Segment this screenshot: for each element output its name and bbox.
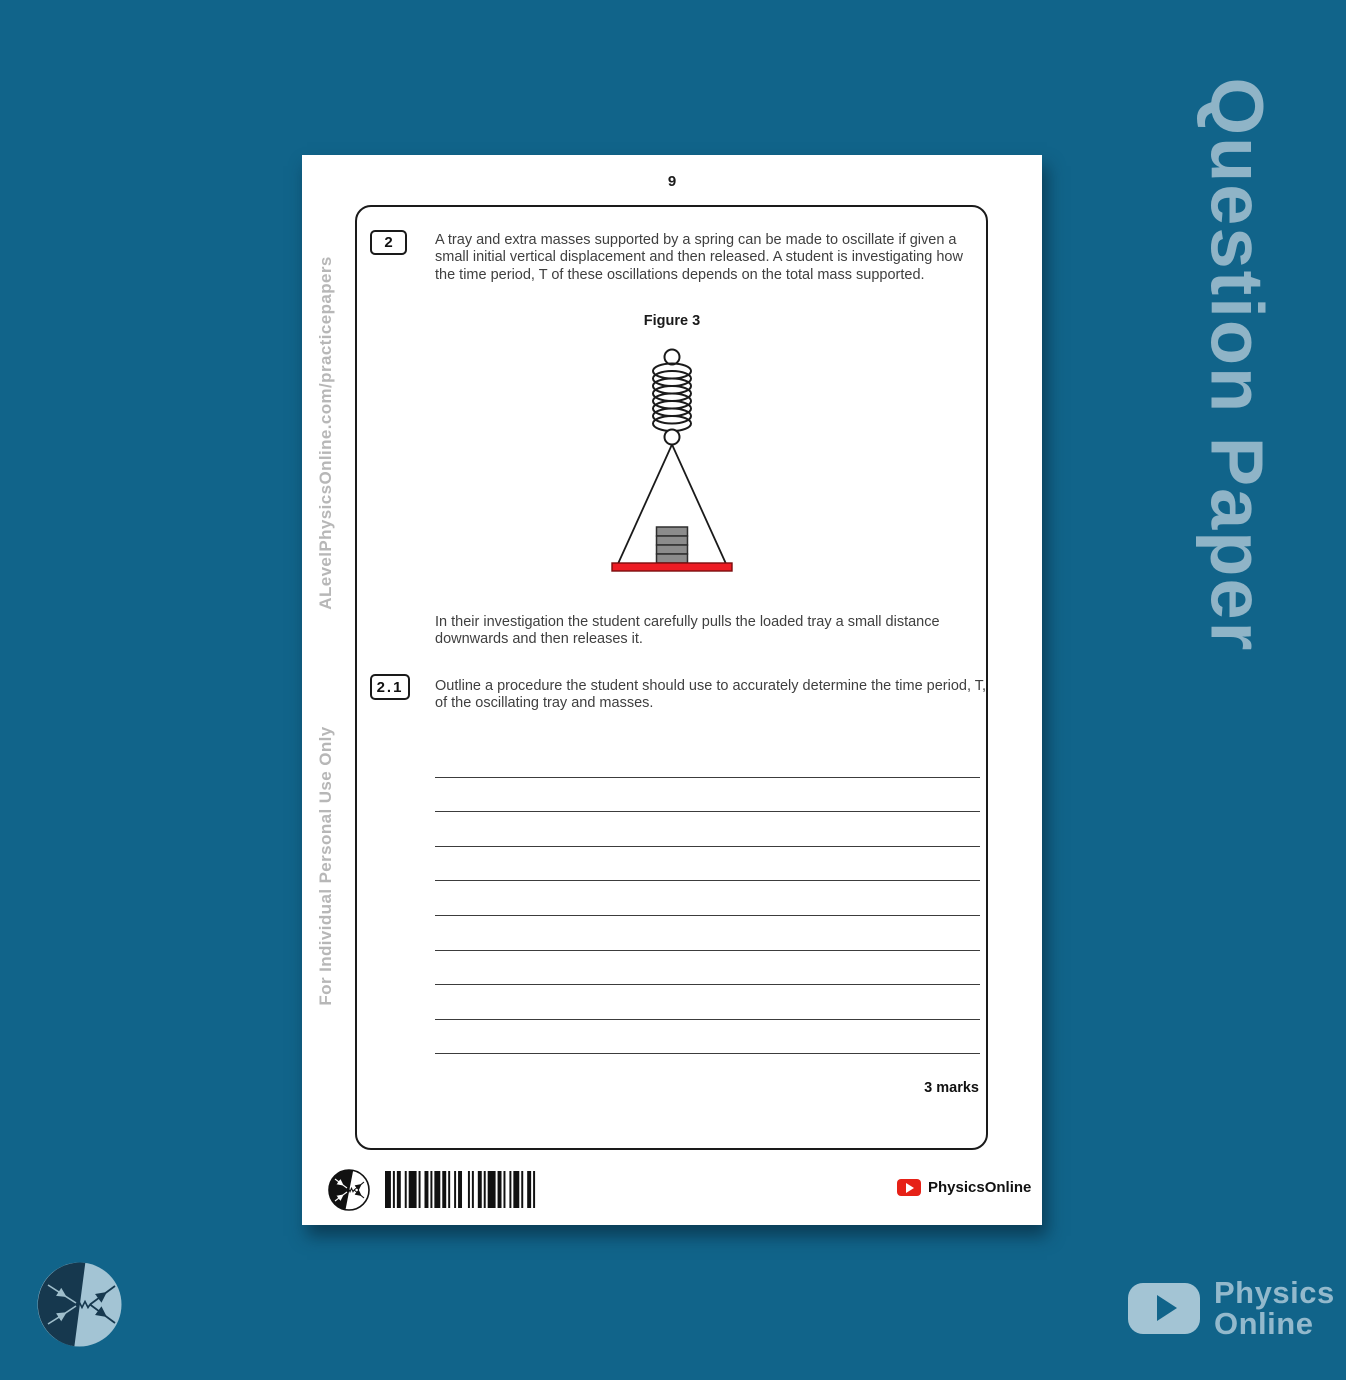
- answer-line: [435, 743, 980, 778]
- question-intro-text: A tray and extra masses supported by a spring can be made to oscillate if given a small initial vertical displacement and then released. A student is investigating how the time period, T of these oscillations depends on the total mass supported.: [435, 232, 963, 283]
- site-watermark: ALevelPhysicsOnline.com/practicepapers: [316, 256, 335, 610]
- play-icon: [1157, 1295, 1177, 1321]
- spring-top-hook: [665, 350, 680, 365]
- answer-line: [435, 847, 980, 882]
- answer-line: [435, 1020, 980, 1055]
- brand-line1: Physics: [1214, 1275, 1335, 1310]
- physicsonline-channel-badge: [897, 1179, 1031, 1196]
- answer-line: [435, 812, 980, 847]
- license-watermark: For Individual Personal Use Only: [316, 726, 335, 1006]
- barcode: [385, 1171, 541, 1208]
- question-paper-sheet: [302, 155, 1042, 1225]
- sub-question-text: Outline a procedure the student should use to accurately determine the time period, T, of the oscillating tray and masses.: [435, 678, 987, 712]
- play-icon: [906, 1183, 914, 1193]
- brand-line2: Online: [1214, 1306, 1314, 1341]
- answer-line: [435, 985, 980, 1020]
- spring-tray-figure: [590, 340, 760, 585]
- answer-lines: [435, 743, 980, 1054]
- sub-question-number: 2.1: [376, 678, 404, 696]
- figure-label: Figure 3: [643, 313, 701, 329]
- marks-label: 3 marks: [924, 1080, 979, 1096]
- answer-line: [435, 778, 980, 813]
- spring-coil-icon: [653, 364, 691, 432]
- youtube-play-icon: [1128, 1283, 1200, 1334]
- alevelphysicsonline-logo-icon: [328, 1169, 370, 1211]
- page-number: 9: [667, 173, 677, 190]
- brand-wordmark: [1214, 1277, 1335, 1339]
- youtube-icon: [897, 1179, 921, 1196]
- answer-line: [435, 951, 980, 986]
- channel-name: PhysicsOnline: [928, 1179, 1032, 1196]
- mass-stack: [657, 527, 688, 563]
- answer-line: [435, 916, 980, 951]
- physics-online-logo-icon: [36, 1261, 123, 1348]
- sub-question-number-box: [370, 674, 410, 700]
- investigation-text: In their investigation the student carefully pulls the loaded tray a small distance downwards and then releases it.: [435, 614, 940, 648]
- question-number-box: [370, 230, 407, 255]
- answer-line: [435, 881, 980, 916]
- question-number: 2: [384, 234, 393, 251]
- tray: [612, 563, 732, 571]
- physics-online-brand: [1128, 1277, 1335, 1339]
- spring-bottom-hook: [665, 430, 680, 445]
- question-paper-watermark: Question Paper: [1195, 77, 1279, 653]
